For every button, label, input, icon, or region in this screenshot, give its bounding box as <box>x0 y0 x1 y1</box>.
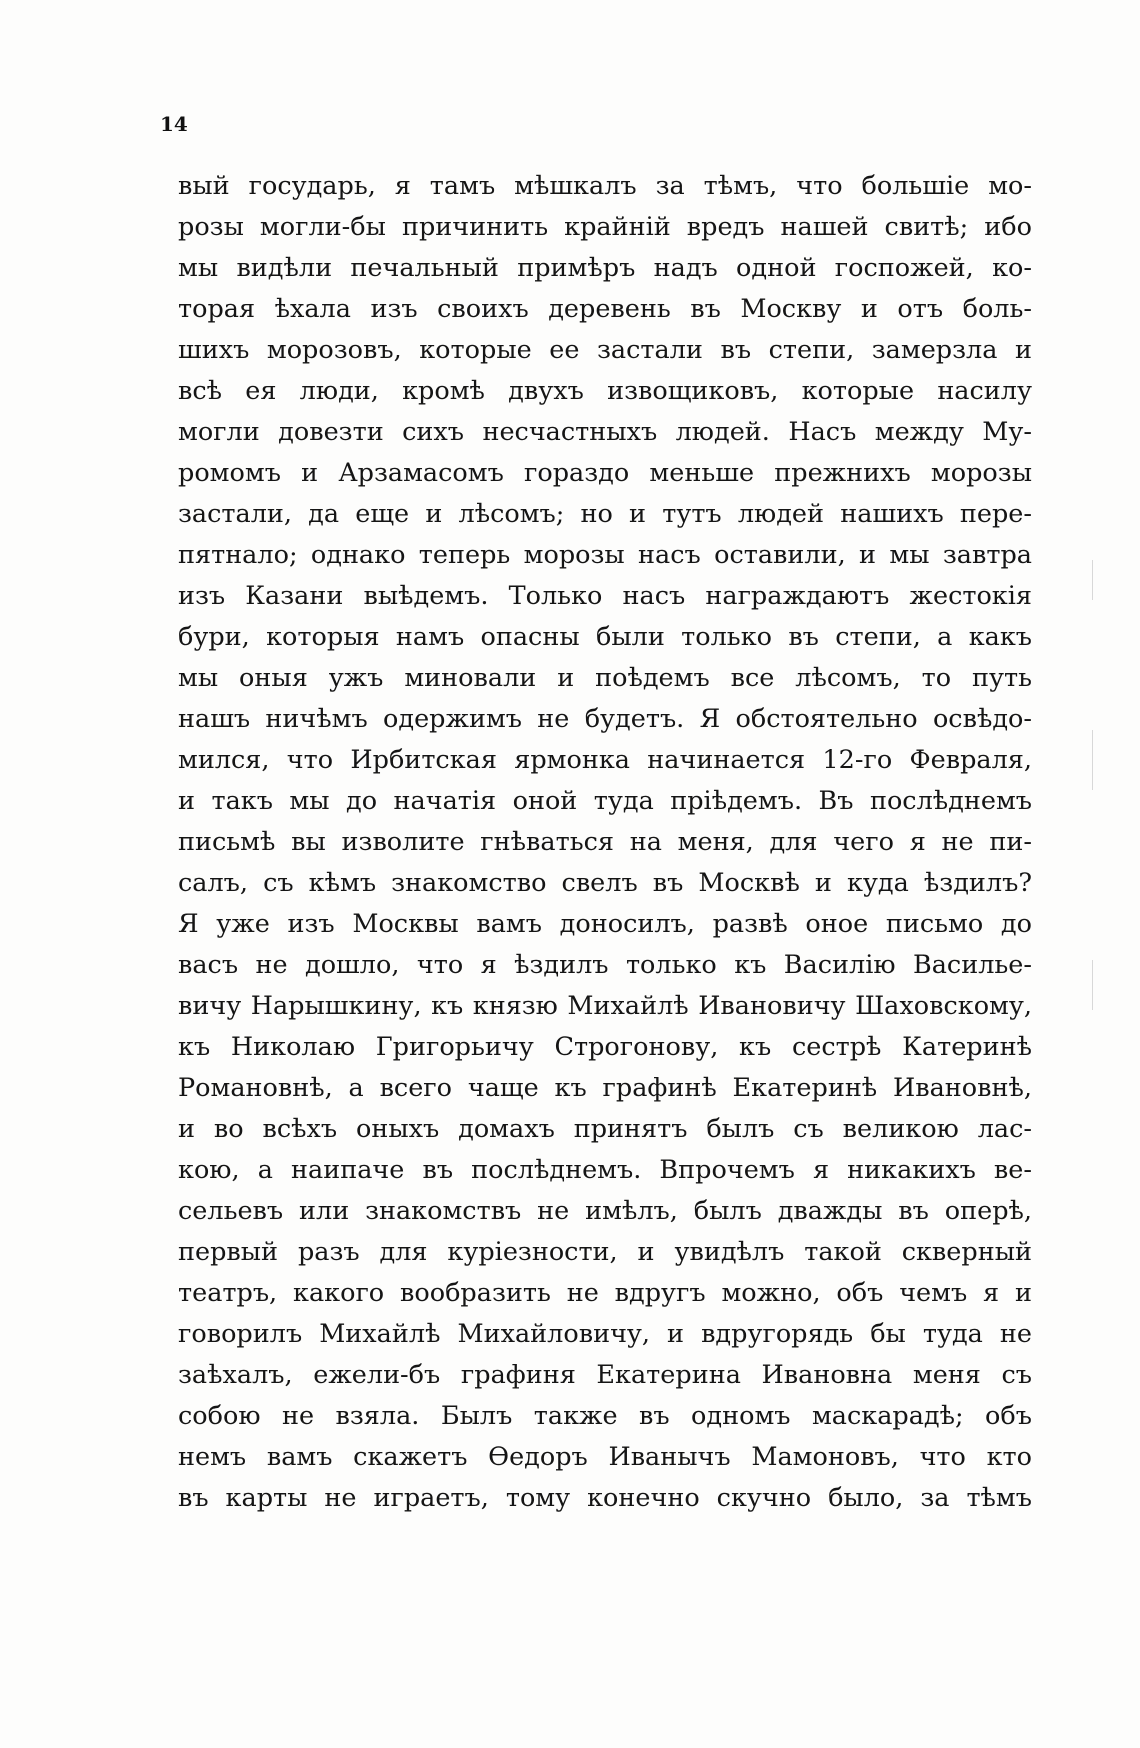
text-line: мы оныя ужъ миновали и поѣдемъ все лѣсомъ, то путь <box>178 663 1032 693</box>
text-line: пятнало; однако теперь морозы насъ оставили, и мы завтра <box>178 540 1032 570</box>
body-text <box>178 166 1032 1519</box>
text-line: бури, которыя намъ опасны были только въ степи, а какъ <box>178 622 1032 652</box>
text-line: всѣ ея люди, кромѣ двухъ извощиковъ, которые насилу <box>178 376 1032 406</box>
text-line: изъ Казани выѣдемъ. Только насъ награждаютъ жестокія <box>178 581 1032 611</box>
text-line: говорилъ Михайлѣ Михайловичу, и вдругорядь бы туда не <box>178 1319 1032 1349</box>
text-line: первый разъ для куріезности, и увидѣлъ такой скверный <box>178 1237 1032 1267</box>
text-line: вичу Нарышкину, къ князю Михайлѣ Ивановичу Шаховскому, <box>178 991 1032 1021</box>
text-line: заѣхалъ, ежели-бъ графиня Екатерина Ивановна меня съ <box>178 1360 1032 1390</box>
text-line: собою не взяла. Былъ также въ одномъ маскарадѣ; объ <box>178 1401 1032 1431</box>
text-line: вый государь, я тамъ мѣшкалъ за тѣмъ, что большіе мо- <box>178 171 1032 201</box>
text-line: застали, да еще и лѣсомъ; но и тутъ людей нашихъ пере- <box>178 499 1032 529</box>
text-line: торая ѣхала изъ своихъ деревень въ Москву и отъ боль- <box>178 294 1032 324</box>
text-line: въ карты не играетъ, тому конечно скучно было, за тѣмъ <box>178 1483 1032 1513</box>
text-line: и такъ мы до начатія оной туда пріѣдемъ. Въ послѣднемъ <box>178 786 1032 816</box>
text-line: могли довезти сихъ несчастныхъ людей. Насъ между Му- <box>178 417 1032 447</box>
text-line: шихъ морозовъ, которые ее застали въ степи, замерзла и <box>178 335 1032 365</box>
text-line: розы могли-бы причинить крайній вредъ нашей свитѣ; ибо <box>178 212 1032 242</box>
text-line: салъ, съ кѣмъ знакомство свелъ въ Москвѣ и куда ѣздилъ? <box>178 868 1032 898</box>
text-line: театръ, какого вообразить не вдругъ можно, объ чемъ я и <box>178 1278 1032 1308</box>
text-line: нашъ ничѣмъ одержимъ не будетъ. Я обстоятельно освѣдо- <box>178 704 1032 734</box>
text-line: Романовнѣ, а всего чаще къ графинѣ Екатеринѣ Ивановнѣ, <box>178 1073 1032 1103</box>
text-line: Я уже изъ Москвы вамъ доносилъ, развѣ оное письмо до <box>178 909 1032 939</box>
text-line: къ Николаю Григорьичу Строгонову, къ сестрѣ Катеринѣ <box>178 1032 1032 1062</box>
scan-edge-line <box>1092 960 1093 1010</box>
text-line: васъ не дошло, что я ѣздилъ только къ Василію Василье- <box>178 950 1032 980</box>
text-line: и во всѣхъ оныхъ домахъ принятъ былъ съ великою лас- <box>178 1114 1032 1144</box>
text-line: мы видѣли печальный примѣръ надъ одной госпожей, ко- <box>178 253 1032 283</box>
text-line: кою, а наипаче въ послѣднемъ. Впрочемъ я никакихъ ве- <box>178 1155 1032 1185</box>
text-line: мился, что Ирбитская ярмонка начинается 12-го Февраля, <box>178 745 1032 775</box>
text-line: ромомъ и Арзамасомъ гораздо меньше прежнихъ морозы <box>178 458 1032 488</box>
scan-edge-line <box>1092 730 1093 790</box>
page-number: 14 <box>160 112 188 136</box>
text-line: сельевъ или знакомствъ не имѣлъ, былъ дважды въ оперѣ, <box>178 1196 1032 1226</box>
text-line: немъ вамъ скажетъ Ѳедоръ Иванычъ Мамоновъ, что кто <box>178 1442 1032 1472</box>
text-line: письмѣ вы изволите гнѣваться на меня, для чего я не пи- <box>178 827 1032 857</box>
scan-edge-line <box>1092 560 1093 600</box>
